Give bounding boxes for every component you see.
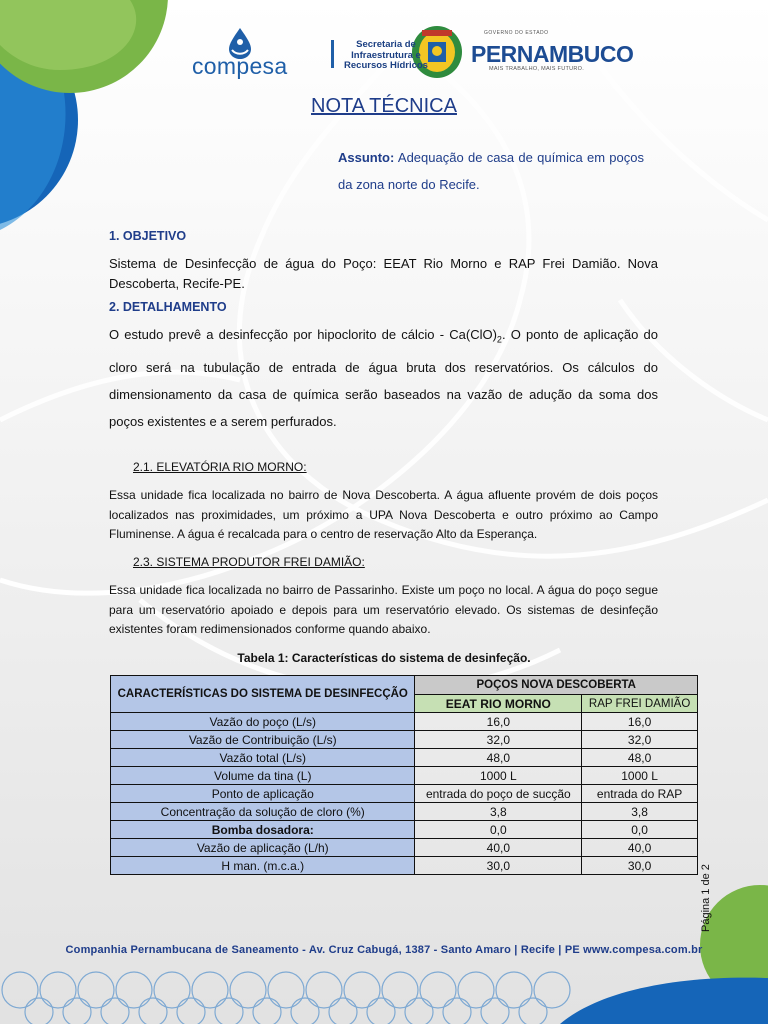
- table-cell-label: Ponto de aplicação: [111, 785, 415, 803]
- governo-estado-label: GOVERNO DO ESTADO: [484, 30, 549, 36]
- table-header-characteristics: CARACTERÍSTICAS DO SISTEMA DE DESINFECÇÃO: [111, 676, 415, 713]
- table-cell-rio-morno: 30,0: [415, 857, 582, 875]
- table-cell-frei-damiao: 0,0: [582, 821, 698, 839]
- table-cell-rio-morno: 32,0: [415, 731, 582, 749]
- table-cell-rio-morno: 48,0: [415, 749, 582, 767]
- table-caption: Tabela 1: Características do sistema de desinfeção.: [237, 651, 531, 665]
- table-row: [111, 857, 698, 875]
- secretaria-bar: [331, 40, 334, 68]
- detalhamento-text-before: O estudo prevê a desinfecção por hipoclorito de cálcio -: [109, 327, 450, 342]
- table-header-frei-damiao: RAP FREI DAMIÃO: [582, 695, 698, 713]
- footer-address: Companhia Pernambucana de Saneamento - Av. Cruz Cabugá, 1387 - Santo Amaro | Recife | PE www.compesa.com.br: [65, 944, 703, 956]
- table-header-row: [111, 676, 698, 695]
- table-row: [111, 749, 698, 767]
- table-cell-frei-damiao: 30,0: [582, 857, 698, 875]
- table-cell-rio-morno: 0,0: [415, 821, 582, 839]
- table-row: [111, 803, 698, 821]
- table-cell-rio-morno: 40,0: [415, 839, 582, 857]
- chem-formula: Ca(ClO): [449, 327, 497, 342]
- table-row: [111, 785, 698, 803]
- table-cell-rio-morno: entrada do poço de sucção: [415, 785, 582, 803]
- compesa-logo-text: compesa: [192, 53, 288, 79]
- table-cell-rio-morno: 3,8: [415, 803, 582, 821]
- table-row: [111, 767, 698, 785]
- table-cell-label: Vazão de Contribuição (L/s): [111, 731, 415, 749]
- table-cell-label: Vazão do poço (L/s): [111, 713, 415, 731]
- table-cell-label: Volume da tina (L): [111, 767, 415, 785]
- table-cell-label: Vazão de aplicação (L/h): [111, 839, 415, 857]
- section-objetivo-heading: 1. OBJETIVO: [109, 229, 187, 243]
- table-row: [111, 839, 698, 857]
- secretaria-logo-text: Secretaria de Infraestrutura e Recursos Hídricos: [344, 39, 428, 71]
- section-frei-damiao-heading: 2.3. SISTEMA PRODUTOR FREI DAMIÃO:: [133, 555, 365, 569]
- assunto-label: Assunto:: [338, 150, 395, 165]
- chem-subscript: 2: [496, 334, 502, 345]
- section-detalhamento-heading: 2. DETALHAMENTO: [109, 300, 227, 314]
- section-rio-morno-text: Essa unidade fica localizada no bairro de Nova Descoberta. A água afluente provém de dois poços localizados nas proximidades, um próximo a UPA Nova Descoberta e outro próximo ao Campo Fluminense. A água é recalcada para o centro de reservação Alto da Esperança.: [109, 488, 658, 541]
- section-objetivo-text: Sistema de Desinfecção de água do Poço: EEAT Rio Morno e RAP Frei Damião. Nova Descoberta, Recife-PE.: [109, 256, 658, 291]
- section-rio-morno-heading: 2.1. ELEVATÓRIA RIO MORNO:: [133, 460, 307, 474]
- section-detalhamento-text: [109, 321, 658, 435]
- page-title: NOTA TÉCNICA: [311, 95, 457, 117]
- table-cell-label: H man. (m.c.a.): [111, 857, 415, 875]
- table-cell-frei-damiao: 16,0: [582, 713, 698, 731]
- assunto-block: [338, 144, 644, 198]
- table-cell-frei-damiao: 32,0: [582, 731, 698, 749]
- table-cell-frei-damiao: 3,8: [582, 803, 698, 821]
- section-frei-damiao-text: Essa unidade fica localizada no bairro de Passarinho. Existe um poço no local. A água do poço segue para um reservatório apoiado e depois para um reservatório elevado. Os sistemas de desinfeção existentes foram redimensionados conforme quando abaixo.: [109, 583, 658, 636]
- table-cell-frei-damiao: 48,0: [582, 749, 698, 767]
- table-cell-frei-damiao: 40,0: [582, 839, 698, 857]
- table-header-pocos: POÇOS NOVA DESCOBERTA: [415, 676, 698, 695]
- table-row: [111, 731, 698, 749]
- detalhamento-text-after: . O ponto de aplicação do cloro será na tubulação de entrada de água bruta dos reservatórios. Os cálculos do dimensionamento da casa de química serão baseados na vazão de adução da soma dos poços existentes e a serem perfurados.: [109, 327, 658, 429]
- page-number: Página 1 de 2: [700, 864, 712, 932]
- table-cell-label: Concentração da solução de cloro (%): [111, 803, 415, 821]
- table-header-rio-morno: EEAT RIO MORNO: [415, 695, 582, 713]
- pernambuco-logo-text: PERNAMBUCO: [471, 41, 634, 67]
- table-row: [111, 713, 698, 731]
- table-cell-rio-morno: 1000 L: [415, 767, 582, 785]
- table-cell-frei-damiao: 1000 L: [582, 767, 698, 785]
- pernambuco-slogan: MAIS TRABALHO, MAIS FUTURO.: [489, 66, 585, 72]
- table-cell-frei-damiao: entrada do RAP: [582, 785, 698, 803]
- disinfection-table: [110, 675, 698, 875]
- table-cell-label: Vazão total (L/s): [111, 749, 415, 767]
- table-cell-rio-morno: 16,0: [415, 713, 582, 731]
- table-row: [111, 821, 698, 839]
- assunto-text: Adequação de casa de química em poços da zona norte do Recife.: [338, 150, 644, 192]
- table-cell-label: Bomba dosadora:: [111, 821, 415, 839]
